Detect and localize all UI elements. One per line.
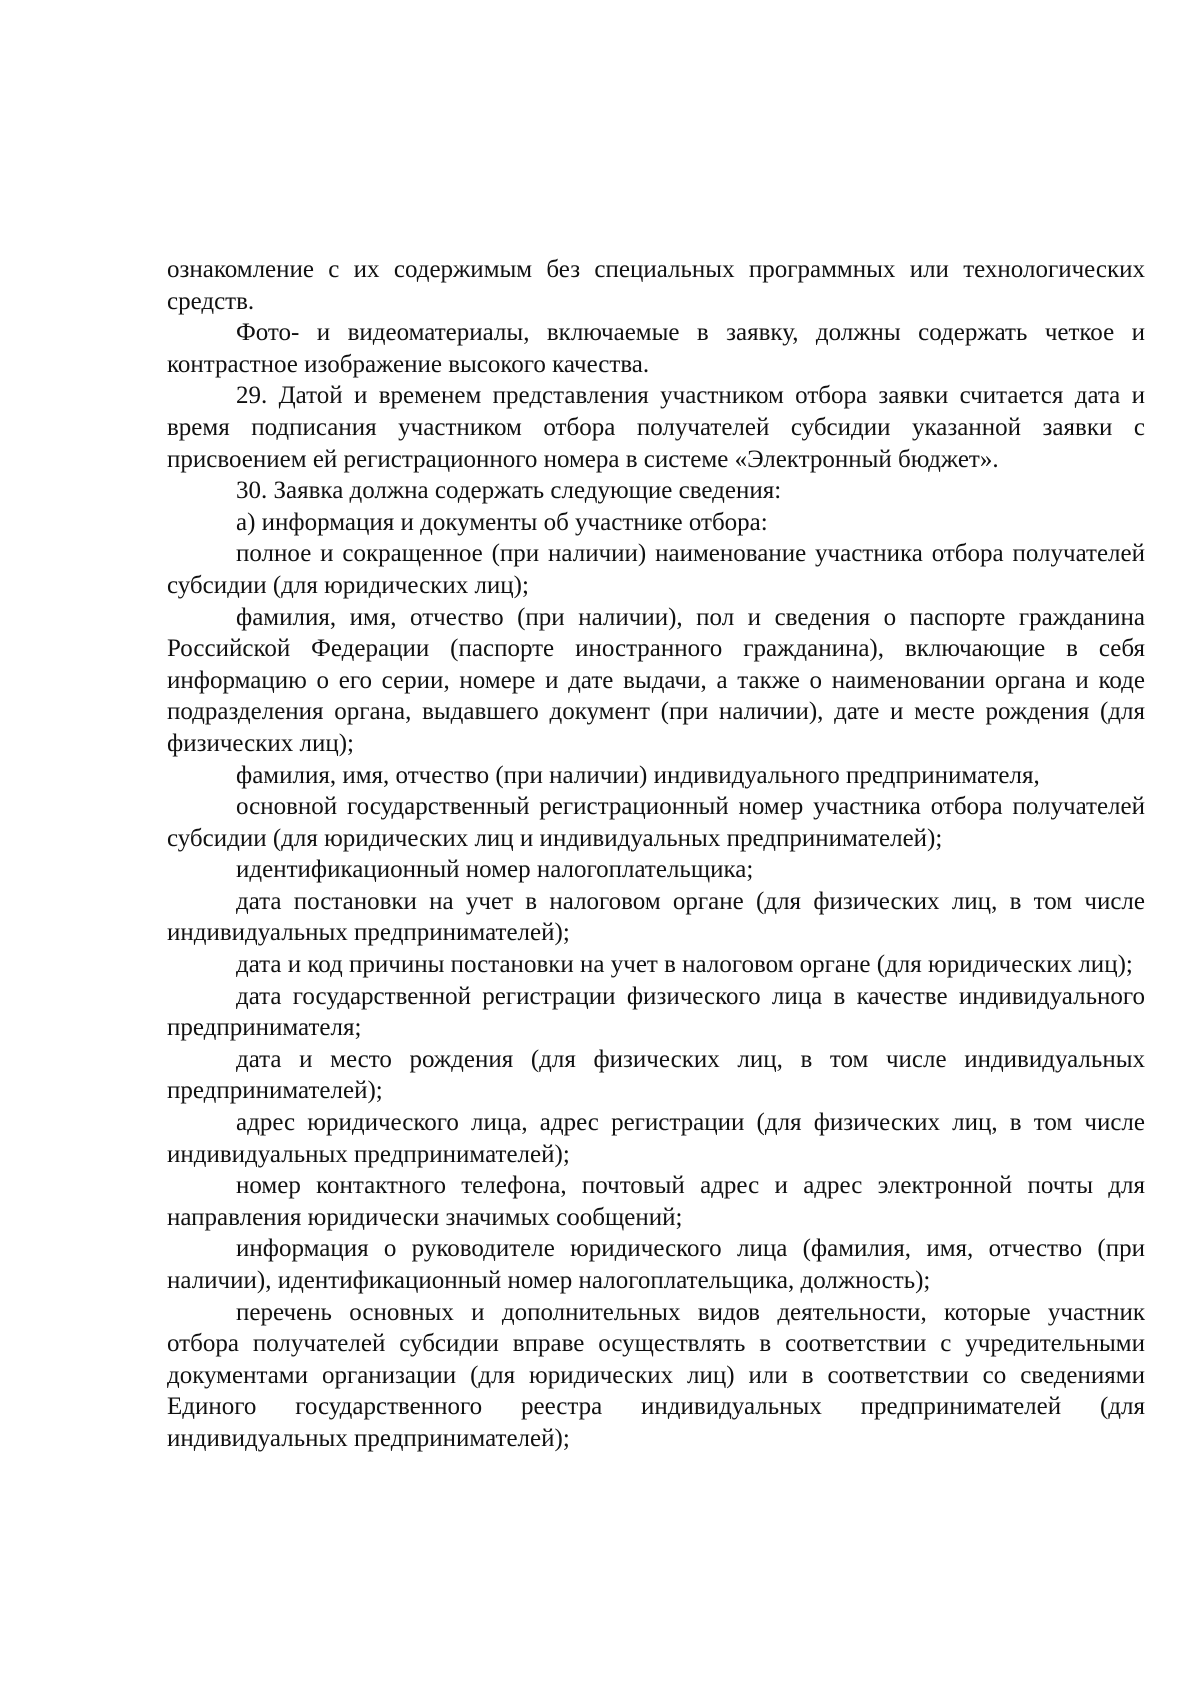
paragraph-kpp: дата и код причины постановки на учет в налоговом органе (для юридических лиц); <box>236 951 1133 979</box>
paragraph-ip-registration-date: дата государственной регистрации физического лица в качестве индивидуального предпринимателя; <box>167 982 1145 1042</box>
paragraph-passport: фамилия, имя, отчество (при наличии), пол и сведения о паспорте гражданина Российской Федерации (паспорте иностранного гражданина), включающие в себя информацию о его серии, номере и дате выдачи, а также о наименовании органа и коде подразделения органа, выдавшего документ (при наличии), дате и месте рождения (для физических лиц); <box>167 603 1145 757</box>
paragraph-address: адрес юридического лица, адрес регистрации (для физических лиц, в том числе индивидуальных предпринимателей); <box>167 1109 1145 1168</box>
paragraph-birth: дата и место рождения (для физических лиц, в том числе индивидуальных предпринимателей); <box>167 1045 1145 1105</box>
paragraph-full-name: полное и сокращенное (при наличии) наименование участника отбора получателей субсидии (для юридических лиц); <box>167 540 1145 599</box>
paragraph-photo-video: Фото- и видеоматериалы, включаемые в заявку, должны содержать четкое и контрастное изображение высокого качества. <box>167 319 1145 378</box>
document-page <box>167 254 1145 1455</box>
paragraph-ogrn: основной государственный регистрационный номер участника отбора получателей субсидии (для юридических лиц и индивидуальных предпринимателей); <box>167 793 1145 852</box>
paragraph-continuation: ознакомление с их содержимым без специальных программных или технологических средств. <box>167 256 1145 315</box>
paragraph-contacts: номер контактного телефона, почтовый адрес и адрес электронной почты для направления юридически значимых сообщений; <box>167 1172 1145 1231</box>
paragraph-item-30: 30. Заявка должна содержать следующие сведения: <box>236 477 782 505</box>
paragraph-inn: идентификационный номер налогоплательщика; <box>236 856 754 884</box>
paragraph-ip-name: фамилия, имя, отчество (при наличии) индивидуального предпринимателя, <box>236 761 1040 789</box>
paragraph-item-30-a: а) информация и документы об участнике отбора: <box>236 508 768 536</box>
paragraph-head: информация о руководителе юридического лица (фамилия, имя, отчество (при наличии), идентификационный номер налогоплательщика, должность); <box>167 1235 1145 1294</box>
paragraph-tax-registration-date: дата постановки на учет в налоговом органе (для физических лиц, в том числе индивидуальных предпринимателей); <box>167 887 1145 947</box>
paragraph-activities: перечень основных и дополнительных видов деятельности, которые участник отбора получателей субсидии вправе осуществлять в соответствии с учредительными документами организации (для юридических лиц) или в соответствии со сведениями Единого государственного реестра индивидуальных предпринимателей (для индивидуальных предпринимателей); <box>167 1298 1145 1452</box>
paragraph-item-29: 29. Датой и временем представления участником отбора заявки считается дата и время подписания участником отбора получателей субсидии указанной заявки с присвоением ей регистрационного номера в системе «Электронный бюджет». <box>167 382 1145 473</box>
